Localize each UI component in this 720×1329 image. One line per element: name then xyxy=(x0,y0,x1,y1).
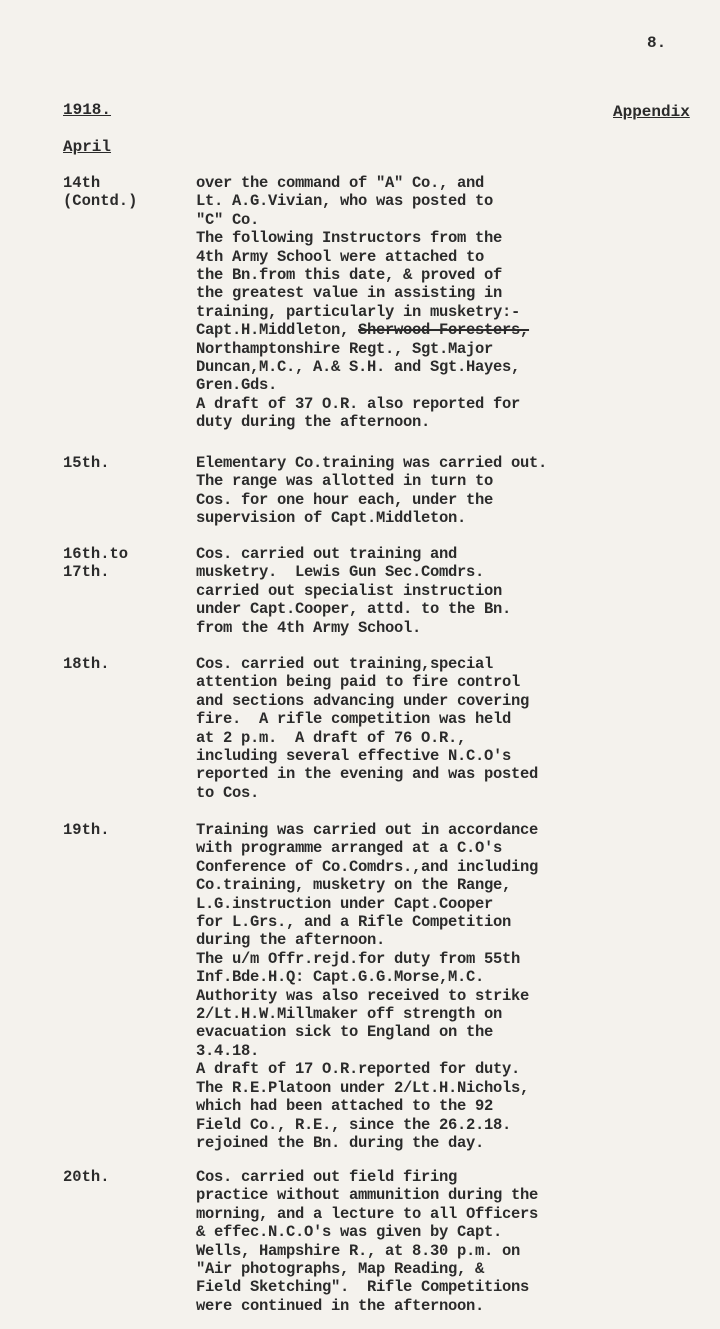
entry-date: 16th.to 17th. xyxy=(63,545,129,582)
entry-text: Elementary Co.training was carried out. The range was allotted in turn to Cos. for one hour each, under the supervision of Capt.Middleton. xyxy=(196,454,548,528)
entry-text: Cos. carried out training,special attention being paid to fire control and sections advancing under covering fire. A rifle competition was held at 2 p.m. A draft of 76 O.R., including several effective N.C.O's reported in the evening and was posted to Cos. xyxy=(196,655,539,802)
year-heading: 1918. xyxy=(63,101,112,119)
page-number: 8. xyxy=(647,34,667,52)
month-heading: April xyxy=(63,138,112,156)
entry-date: 14th (Contd.) xyxy=(63,174,138,211)
entry-text: over the command of "A" Co., and Lt. A.G.Vivian, who was posted to "C" Co. The following Instructors from the 4th Army School were attached to the Bn.from this date, & proved of the greatest value in assisting in training, particularly in musketry:- Capt.H.Middleton, Sherwood Foresters, Northamptonshire Regt., Sgt.Major Duncan,M.C., A.& S.H. and Sgt.Hayes, Gren.Gds. A draft of 37 O.R. also reported for duty during the afternoon. xyxy=(196,174,530,432)
entry-date: 18th. xyxy=(63,655,110,673)
appendix-heading: Appendix xyxy=(613,103,690,121)
entry-date: 20th. xyxy=(63,1168,110,1186)
entry-text: Cos. carried out training and musketry. Lewis Gun Sec.Comdrs. carried out specialist instruction under Capt.Cooper, attd. to the Bn. from the 4th Army School. xyxy=(196,545,512,637)
entry-date: 19th. xyxy=(63,821,110,839)
entry-text: Cos. carried out field firing practice without ammunition during the morning, and a lecture to all Officers & effec.N.C.O's was given by Capt. Wells, Hampshire R., at 8.30 p.m. on "Air photographs, Map Reading, & Field Sketching". Rifle Competitions were continued in the afternoon. xyxy=(196,1168,539,1315)
entry-text: Training was carried out in accordance with programme arranged at a C.O's Conference of Co.Comdrs.,and including Co.training, musketry on the Range, L.G.instruction under Capt.Cooper for L.Grs., and a Rifle Competition during the afternoon. The u/m Offr.rejd.for duty from 55th Inf.Bde.H.Q: Capt.G.G.Morse,M.C. Authority was also received to strike 2/Lt.H.W.Millmaker off strength on evacuation sick to England on the 3.4.18. A draft of 17 O.R.reported for duty. The R.E.Platoon under 2/Lt.H.Nichols, which had been attached to the 92 Field Co., R.E., since the 26.2.18. rejoined the Bn. during the day. xyxy=(196,821,539,1152)
struck-out-text: Sherwood Foresters, xyxy=(358,321,530,340)
entry-date: 15th. xyxy=(63,454,110,472)
